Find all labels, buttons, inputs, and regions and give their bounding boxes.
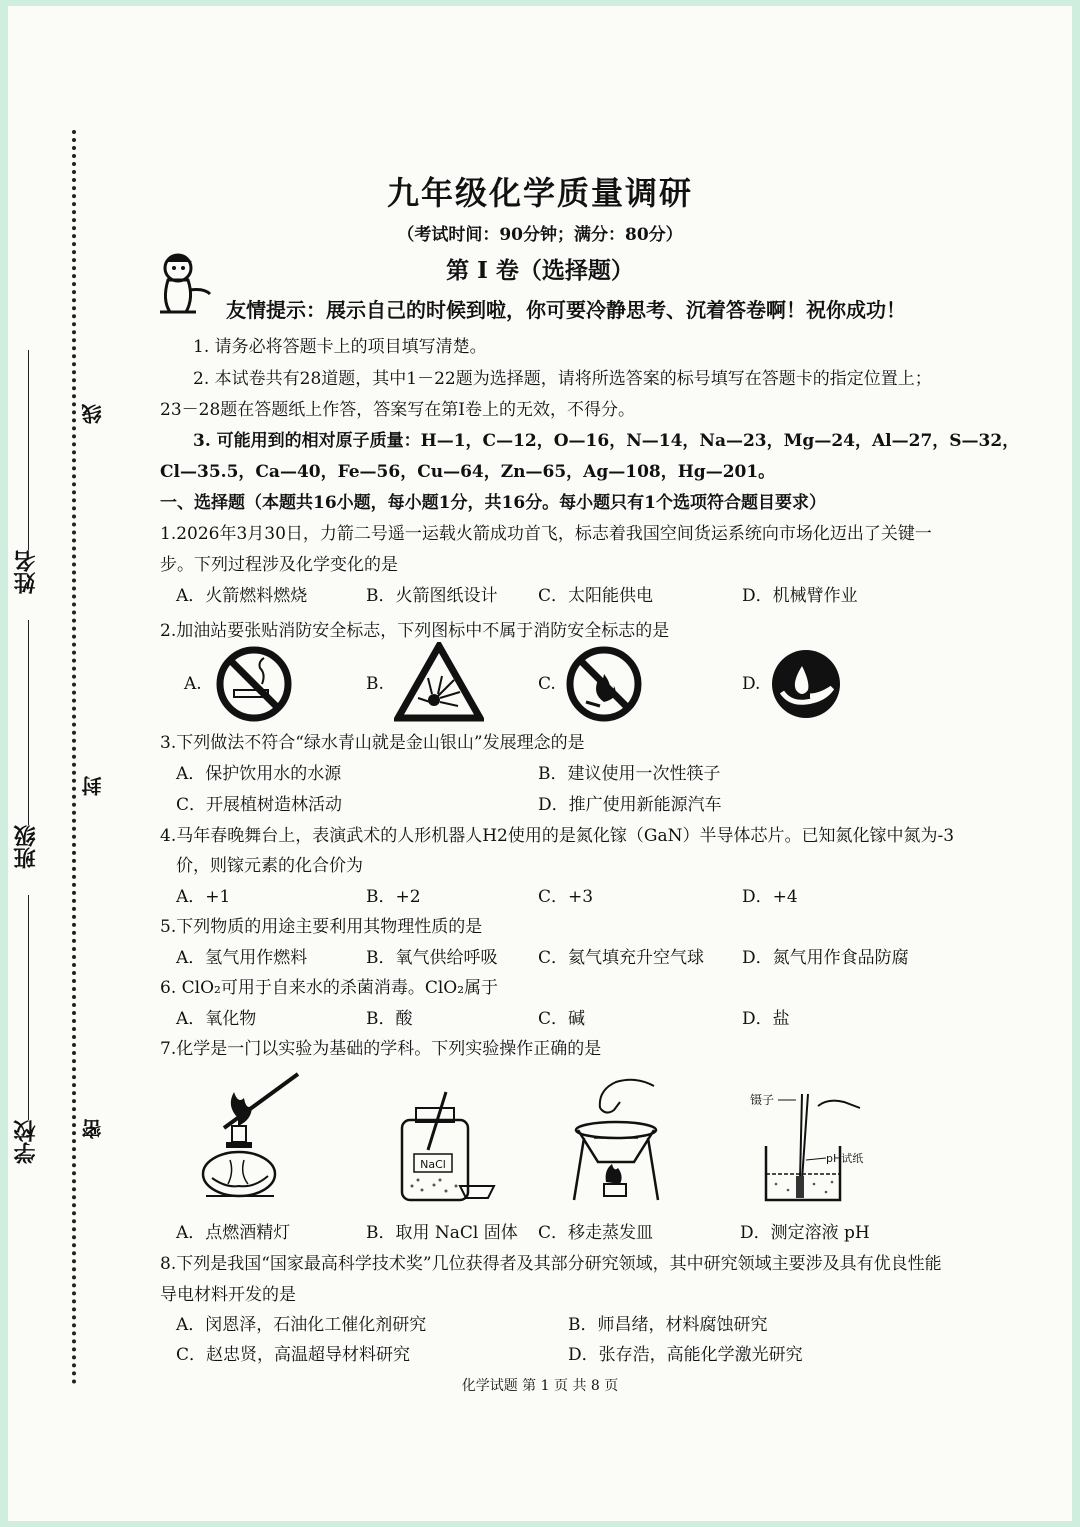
q4-option-b: B．+2 bbox=[366, 887, 421, 907]
q3-option-c: C．开展植树造林活动 bbox=[176, 795, 343, 815]
q8-option-a: A．闵恩泽，石油化工催化剂研究 bbox=[176, 1315, 427, 1335]
q7-stem: 7.化学是一门以实验为基础的学科。下列实验操作正确的是 bbox=[160, 1039, 602, 1059]
q2-option-b: B. bbox=[366, 674, 384, 694]
q8-option-c: C．赵忠贤，高温超导材料研究 bbox=[176, 1345, 411, 1365]
q8-stem: 8.下列是我国“国家最高科学技术奖”几位获得者及其部分研究领域，其中研究领域主要涉及具有优良性能 bbox=[160, 1254, 942, 1274]
school-blank-line bbox=[28, 895, 29, 1120]
no-open-flame-icon bbox=[564, 644, 644, 724]
q3-option-a: A．保护饮用水的水源 bbox=[176, 764, 342, 784]
q1-option-a: A．火箭燃料燃烧 bbox=[176, 586, 308, 606]
q7-option-b: B．取用 NaCl 固体 bbox=[366, 1223, 518, 1243]
seal-word-xian: 线 bbox=[78, 400, 107, 428]
friendly-tip: 友情提示：展示自己的时候到啦，你可要冷静思考、沉着答卷啊！祝你成功！ bbox=[226, 298, 906, 322]
q1-stem-cont: 步。下列过程涉及化学变化的是 bbox=[160, 555, 398, 575]
page-footer: 化学试题 第 1 页 共 8 页 bbox=[461, 1378, 619, 1394]
q4-option-d: D．+4 bbox=[742, 887, 798, 907]
q1-option-d: D．机械臂作业 bbox=[742, 586, 858, 606]
q7-option-a: A．点燃酒精灯 bbox=[176, 1223, 291, 1243]
q2-stem: 2.加油站要张贴消防安全标志，下列图标中不属于消防安全标志的是 bbox=[160, 621, 670, 641]
seal-dotted-line bbox=[72, 130, 76, 1385]
q2-option-d: D. bbox=[742, 674, 761, 694]
mascot-icon bbox=[152, 250, 216, 320]
instruction-1: 1. 请务必将答题卡上的项目填写清楚。 bbox=[193, 337, 487, 357]
name-label: 姓名 bbox=[13, 550, 39, 594]
volume-heading: 第 I 卷（选择题） bbox=[446, 257, 634, 284]
seal-word-mi: 密 bbox=[78, 1115, 107, 1143]
q3-stem: 3.下列做法不符合“绿水青山就是金山银山”发展理念的是 bbox=[160, 733, 585, 753]
q2-option-c: C. bbox=[538, 674, 556, 694]
q3-option-b: B．建议使用一次性筷子 bbox=[538, 764, 721, 784]
no-smoking-icon bbox=[214, 644, 294, 724]
ph-test-diagram bbox=[748, 1080, 878, 1208]
q4-stem-cont: 价，则镓元素的化合价为 bbox=[176, 856, 363, 876]
q4-option-a: A．+1 bbox=[176, 887, 231, 907]
q5-stem: 5.下列物质的用途主要利用其物理性质的是 bbox=[160, 917, 483, 937]
q6-stem: 6. ClO₂可用于自来水的杀菌消毒。ClO₂属于 bbox=[160, 978, 499, 998]
q4-stem: 4.马年春晚舞台上，表演武术的人形机器人H2使用的是氮化镓（GaN）半导体芯片。已知氮化镓中氮为-3 bbox=[160, 826, 955, 846]
q5-option-d: D．氮气用作食品防腐 bbox=[742, 948, 909, 968]
q6-option-c: C．碱 bbox=[538, 1009, 586, 1029]
instruction-2: 2. 本试卷共有28道题，其中1－22题为选择题，请将所选答案的标号填写在答题卡的指定位置上； bbox=[193, 369, 932, 389]
q5-option-b: B．氧气供给呼吸 bbox=[366, 948, 498, 968]
explosive-warning-icon bbox=[394, 642, 484, 722]
q8-option-d: D．张存浩，高能化学激光研究 bbox=[568, 1345, 803, 1365]
q4-option-c: C．+3 bbox=[538, 887, 594, 907]
instruction-2-cont: 23－28题在答题纸上作答，答案写在第Ⅰ卷上的无效，不得分。 bbox=[160, 400, 635, 420]
q8-stem-cont: 导电材料开发的是 bbox=[160, 1285, 296, 1305]
q7-option-c: C．移走蒸发皿 bbox=[538, 1223, 654, 1243]
exam-subtitle: （考试时间：90分钟；满分：80分） bbox=[397, 225, 683, 245]
exam-title: 九年级化学质量调研 bbox=[386, 174, 693, 212]
evaporating-dish-diagram bbox=[570, 1072, 670, 1204]
school-label: 学校 bbox=[13, 1120, 39, 1164]
tweezers-label: 镊子 bbox=[750, 1093, 775, 1107]
class-blank-line bbox=[28, 620, 29, 825]
nacl-reagent-bottle-diagram bbox=[392, 1090, 502, 1206]
instruction-3-cont: Cl—35.5，Ca—40，Fe—56，Cu—64，Zn—65，Ag—108，Hg—201。 bbox=[160, 462, 776, 482]
q1-option-c: C．太阳能供电 bbox=[538, 586, 654, 606]
q6-option-a: A．氧化物 bbox=[176, 1009, 257, 1029]
name-blank-line-upper bbox=[28, 350, 29, 550]
nacl-label: NaCl bbox=[420, 1158, 446, 1171]
seal-word-feng: 封 bbox=[78, 772, 107, 800]
instruction-3: 3. 可能用到的相对原子质量：H—1，C—12，O—16，N—14，Na—23，Mg—24，Al—27，S—32， bbox=[193, 431, 1020, 451]
q6-option-b: B．酸 bbox=[366, 1009, 413, 1029]
q8-option-b: B．师昌绪，材料腐蚀研究 bbox=[568, 1315, 768, 1335]
q1-stem: 1.2026年3月30日，力箭二号遥一运载火箭成功首飞，标志着我国空间货运系统向市场化迈出了关键一 bbox=[160, 524, 932, 544]
water-saving-icon bbox=[770, 648, 842, 720]
q5-option-a: A．氢气用作燃料 bbox=[176, 948, 308, 968]
ph-paper-label: pH试纸 bbox=[826, 1152, 864, 1165]
q5-option-c: C．氦气填充升空气球 bbox=[538, 948, 705, 968]
section-heading: 一、选择题（本题共16小题，每小题1分，共16分。每小题只有1个选项符合题目要求） bbox=[160, 493, 826, 513]
q1-option-b: B．火箭图纸设计 bbox=[366, 586, 498, 606]
q7-option-d: D．测定溶液 pH bbox=[740, 1223, 870, 1243]
q3-option-d: D．推广使用新能源汽车 bbox=[538, 795, 722, 815]
class-label: 班级 bbox=[13, 825, 39, 869]
lighting-alcohol-lamp-diagram bbox=[196, 1070, 306, 1204]
q2-option-a: A. bbox=[184, 674, 202, 694]
q6-option-d: D．盐 bbox=[742, 1009, 790, 1029]
